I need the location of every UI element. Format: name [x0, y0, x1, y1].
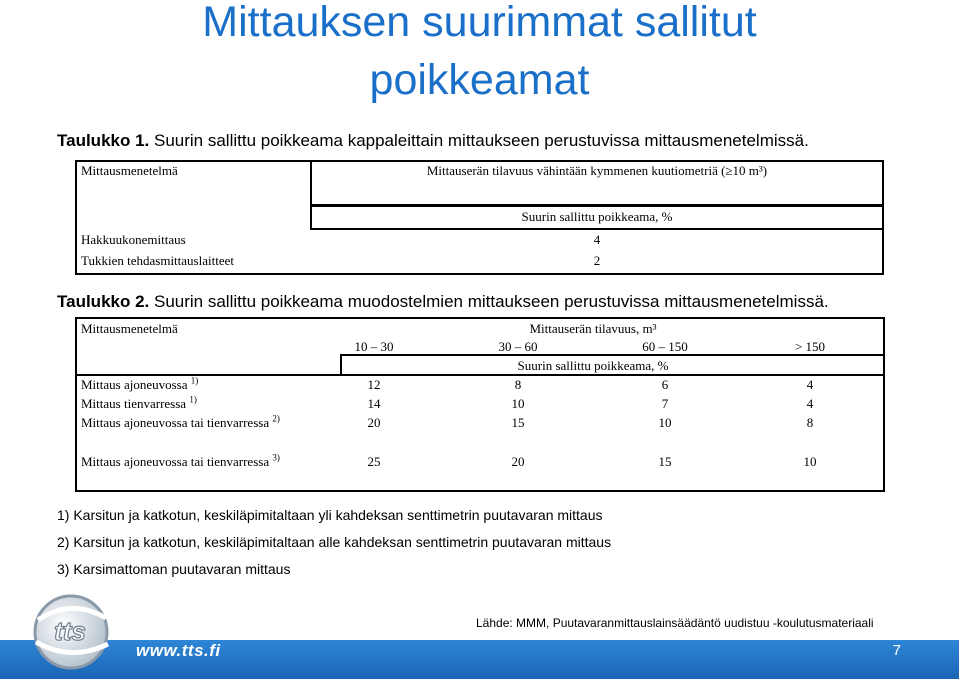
table2-cell: 6: [661, 377, 669, 392]
table2-row-method: [81, 454, 280, 470]
table2-range: > 150: [794, 339, 826, 354]
table2-subheader: Suurin sallittu poikkeama, %: [517, 358, 669, 373]
table2-row-method-label: Mittaus tienvarressa: [81, 396, 187, 411]
table2-cell: 8: [514, 377, 522, 392]
table1-row-value: 2: [593, 253, 601, 268]
tts-logo: [26, 590, 136, 681]
table2-row-method-label: Mittaus ajoneuvossa tai tienvarressa: [81, 415, 270, 430]
table2-range: 30 – 60: [498, 339, 538, 354]
table1-header-volume: Mittauserän tilavuus vähintään kymmenen kuutiometriä (≥10 m³): [426, 163, 768, 178]
footnote-ref: 1): [190, 375, 199, 386]
table1-subheader-bottom: [310, 228, 884, 230]
table2-cell: 14: [367, 396, 381, 411]
footnote-ref: 2): [272, 413, 280, 424]
table1-caption: [57, 131, 809, 151]
table2-row-method: [81, 377, 198, 393]
footnote-ref: 3): [272, 452, 280, 463]
table2-row-method-label: Mittaus ajoneuvossa: [81, 377, 188, 392]
table2-row-method: [81, 396, 197, 412]
table2-cell: 10: [803, 454, 817, 469]
table2-subheader-left: [340, 354, 342, 376]
table2-row-method-label: Mittaus ajoneuvossa tai tienvarressa: [81, 454, 270, 469]
table2-cell: 7: [661, 396, 669, 411]
footnote: 3) Karsimattoman puutavaran mittaus: [57, 561, 291, 577]
table2-cell: 4: [806, 377, 814, 392]
page-title: [0, 0, 959, 109]
table2-cell: 15: [658, 454, 672, 469]
source-note: Lähde: MMM, Puutavaranmittauslainsäädäntö uudistuu -koulutusmateriaali: [476, 616, 874, 630]
table1-row-value: 4: [593, 232, 601, 247]
table2-cell: 20: [511, 454, 525, 469]
table2-cell: 15: [511, 415, 525, 430]
website-link[interactable]: www.tts.fi: [136, 641, 221, 660]
table2-caption-text: Suurin sallittu poikkeama muodostelmien mittaukseen perustuvissa mittausmenetelmissä.: [149, 292, 829, 311]
footnote: 2) Karsitun ja katkotun, keskiläpimitaltaan alle kahdeksan senttimetrin puutavaran mittaus: [57, 534, 612, 550]
table1-divider: [310, 205, 884, 207]
table1-caption-label: Taulukko 1.: [57, 131, 150, 150]
table2-header-volume: Mittauserän tilavuus, m³: [529, 321, 657, 336]
footnote-ref: 1): [189, 394, 197, 405]
table2-cell: 12: [367, 377, 381, 392]
tts-logo-text: tts: [54, 616, 86, 646]
table2-cell: 10: [658, 415, 672, 430]
table2-header-method: Mittausmenetelmä: [81, 321, 178, 336]
footnote: 1) Karsitun ja katkotun, keskiläpimitaltaan yli kahdeksan senttimetrin puutavaran mittaus: [57, 507, 603, 523]
table2-caption: [57, 292, 829, 312]
table1-row-method: Hakkuukonemittaus: [81, 232, 186, 247]
page-title-line1: Mittauksen suurimmat sallitut: [202, 0, 757, 46]
table2-caption-label: Taulukko 2.: [57, 292, 150, 311]
table2-row-method: [81, 415, 280, 431]
table2-cell: 10: [511, 396, 525, 411]
table1-subheader-left: [310, 205, 312, 230]
table2-range: 60 – 150: [642, 339, 688, 354]
table2-cell: 4: [806, 396, 814, 411]
table1-row-method: Tukkien tehdasmittauslaitteet: [81, 253, 234, 268]
table2-cell: 8: [806, 415, 814, 430]
page-number: 7: [892, 642, 901, 659]
table2-range: 10 – 30: [354, 339, 394, 354]
table2-cell: 25: [367, 454, 381, 469]
page-title-line2: poikkeamat: [369, 56, 590, 104]
table1-caption-text: Suurin sallittu poikkeama kappaleittain mittaukseen perustuvissa mittausmenetelmissä.: [149, 131, 809, 150]
table1-header-method: Mittausmenetelmä: [81, 163, 178, 178]
tts-logo-icon: [26, 590, 136, 676]
table1-subheader: Suurin sallittu poikkeama, %: [521, 209, 673, 224]
table2-cell: 20: [367, 415, 381, 430]
